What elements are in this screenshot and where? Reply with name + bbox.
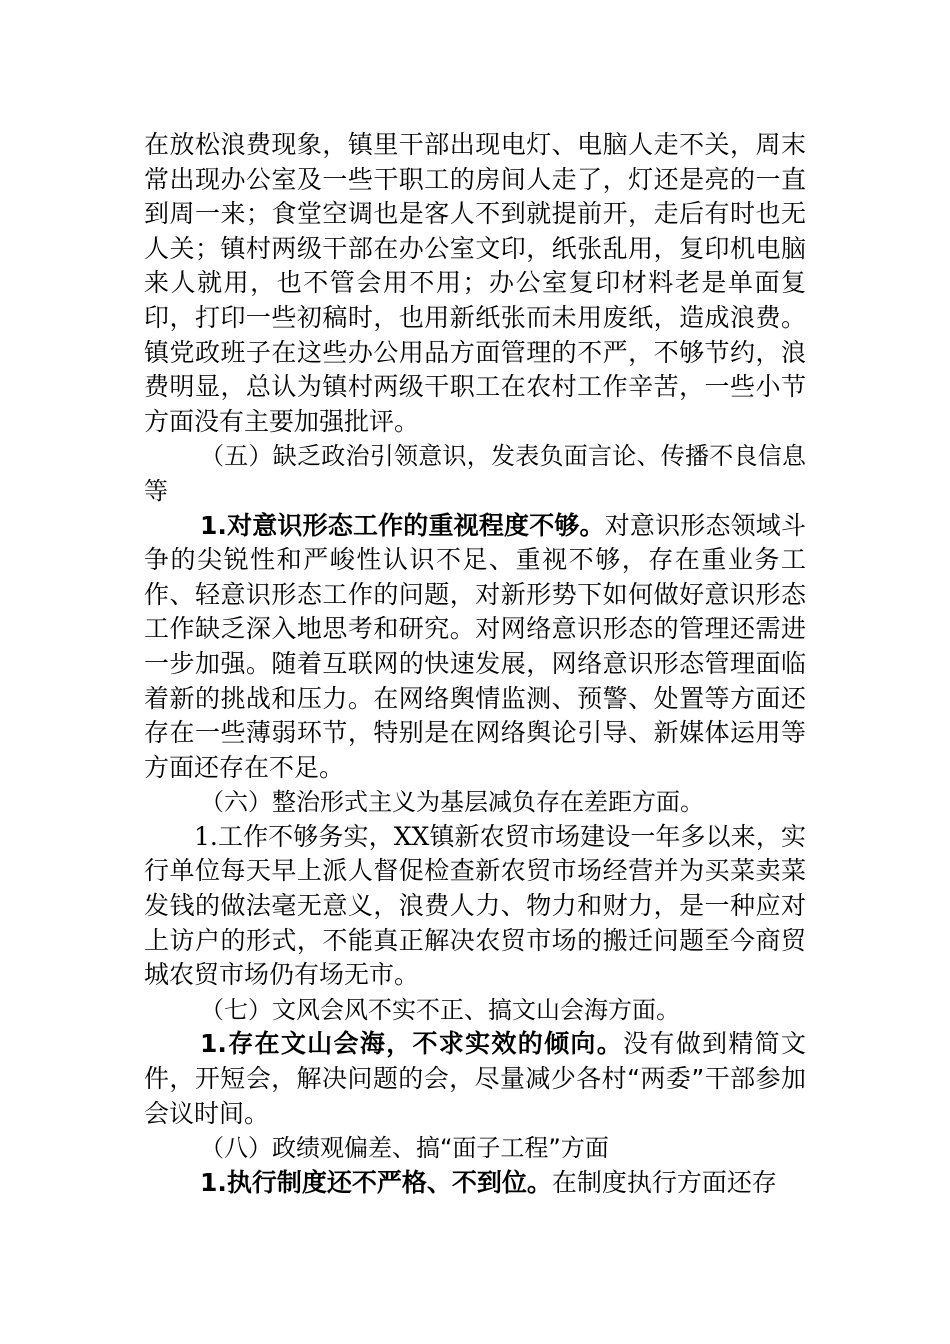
section-heading-8 bbox=[144, 1131, 806, 1166]
paragraph-text: 在放松浪费现象，镇里干部出现电灯、电脑人走不关，周末常出现办公室及一些干职工的房间人走了，灯还是亮的一直到周一来；食堂空调也是客人不到就提前开，走后有时也无人关；镇村两级干部在办公室文印，纸张乱用，复印机电脑来人就用，也不管会用不用；办公室复印材料老是单面复印，打印一些初稿时，也用新纸张而未用废纸，造成浪费。镇党政班子在这些办公用品方面管理的不严，不够节约，浪费明显，总认为镇村两级干职工在农村工作辛苦，一些小节方面没有主要加强批评。 bbox=[144, 130, 806, 436]
paragraph-text: 在制度执行方面还存 bbox=[551, 1167, 777, 1197]
section-heading-7 bbox=[144, 993, 806, 1028]
paragraph-latin: XX bbox=[393, 821, 430, 851]
paragraph-text-b: 镇新农贸市场建设一年多以来，实行单位每天早上派人督促检查新农贸市场经营并为买菜卖菜发钱的做法毫无意义，浪费人力、物力和财力，是一种应对上访户的形式，不能真正解决农贸市场的搬迁问题至今商贸城农贸市场仍有场无市。 bbox=[144, 821, 806, 990]
paragraph-meetings bbox=[144, 1027, 806, 1131]
paragraph-system bbox=[144, 1166, 806, 1201]
paragraph-text: 对意识形态领域斗争的尖锐性和严峻性认识不足、重视不够，存在重业务工作、轻意识形态工作的问题，对新形势下如何做好意识形态工作缺乏深入地思考和研究。对网络意识形态的管理还需进一步加强。随着互联网的快速发展，网络意识形态管理面临着新的挑战和压力。在网络舆情监测、预警、处置等方面还存在一些薄弱环节，特别是在网络舆论引导、新媒体运用等方面还存在不足。 bbox=[144, 510, 806, 782]
paragraph-lead-bold: 1.执行制度还不严格、不到位。 bbox=[200, 1167, 552, 1197]
section-heading-5 bbox=[144, 439, 806, 508]
heading-text: （六）整治形式主义为基层减负存在差距方面。 bbox=[200, 788, 704, 817]
paragraph-market bbox=[144, 820, 806, 993]
paragraph-text-a: 工作不够务实， bbox=[217, 821, 394, 851]
section-heading-6 bbox=[144, 785, 806, 820]
paragraph-lead-bold: 1.存在文山会海，不求实效的倾向。 bbox=[200, 1029, 624, 1059]
paragraph-waste bbox=[144, 128, 806, 439]
paragraph-lead-bold: 1.对意识形态工作的重视程度不够。 bbox=[200, 510, 605, 540]
paragraph-number: 1. bbox=[194, 821, 218, 851]
paragraph-text: 没有做到精简文件，开短会，解决问题的会，尽量减少各村“两委”干部参加会议时间。 bbox=[144, 1029, 806, 1128]
paragraph-ideology bbox=[144, 509, 806, 786]
heading-text: （五）缺乏政治引领意识，发表负面言论、传播不良信息等 bbox=[144, 442, 806, 505]
document-body bbox=[144, 128, 806, 1200]
heading-text: （七）文风会风不实不正、搞文山会海方面。 bbox=[200, 995, 680, 1024]
heading-text: （八）政绩观偏差、搞“面子工程”方面 bbox=[200, 1134, 609, 1163]
